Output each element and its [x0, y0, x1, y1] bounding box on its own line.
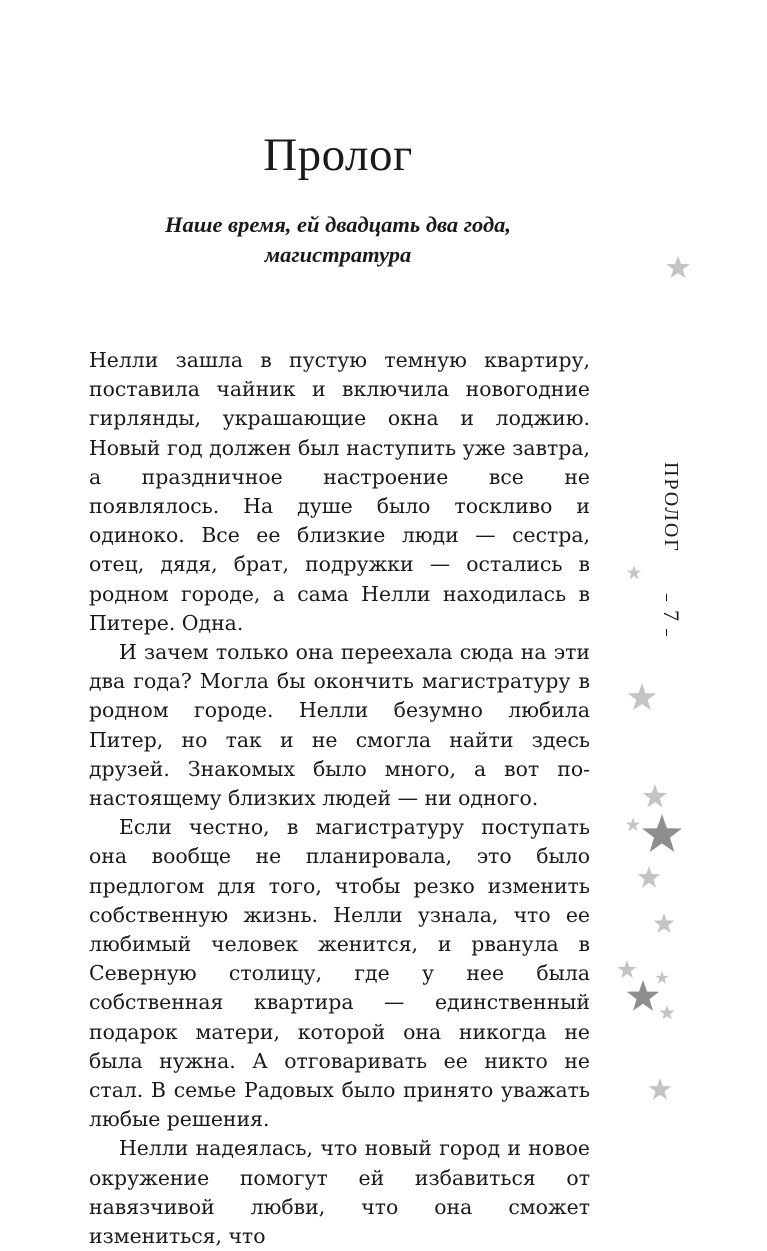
chapter-body — [89, 346, 590, 1251]
chapter-title: Пролог — [263, 129, 413, 181]
star-icon — [654, 913, 675, 933]
paragraph: Если честно, в магистратуру поступать она вообще не планировала, это было предлогом для того, чтобы резко изменить собственную жизнь. Нелли узнала, что ее любимый человек женится, и рванула в Северную столицу, где у нее была собственная квартира — единственный подарок матери, которой она никогда не была нужна. А отговаривать ее никто не стал. В семье Радовых было принято уважать любые решения. — [89, 815, 590, 1132]
star-icon — [626, 818, 640, 832]
star-icon — [649, 1078, 672, 1100]
page-number: 7 — [650, 598, 684, 632]
star-icon — [627, 980, 659, 1011]
star-icon — [638, 866, 661, 888]
chapter-subtitle-line: магистратура — [264, 242, 412, 267]
star-icon — [617, 960, 636, 978]
paragraph: И зачем только она переехала сюда на эти два года? Могла бы окончить магистратуру в родном городе. Нелли безумно любила Питер, но так и не смогла найти здесь друзей. Знакомых было много, а вот по-настоящему близких людей — ни одного. — [89, 640, 590, 811]
chapter-subtitle — [120, 210, 556, 270]
star-icon — [666, 256, 690, 279]
chapter-subtitle-line: Наше время, ей двадцать два года, — [164, 212, 512, 237]
star-icon — [659, 1005, 674, 1019]
running-head: ПРОЛОГ — [660, 462, 682, 553]
star-icon — [642, 814, 682, 852]
paragraph: Нелли зашла в пустую темную квартиру, поставила чайник и включила новогодние гирлянды, украшающие окна и лоджию. Новый год должен был наступить уже завтра, а праздничное настроение все не появлялось. На душе было тоскливо и одиноко. Все ее близкие люди — сестра, отец, дядя, брат, подружки — остались в родном городе, а сама Нелли находилась в Питере. Одна. — [89, 348, 590, 635]
paragraph: Нелли надеялась, что новый город и новое окружение помогут ей избавиться от навязчивой любви, что она сможет измениться, что — [89, 1136, 590, 1249]
star-icon — [627, 566, 641, 580]
star-icon — [655, 971, 668, 984]
star-icon — [643, 784, 668, 808]
star-icon — [628, 683, 657, 710]
